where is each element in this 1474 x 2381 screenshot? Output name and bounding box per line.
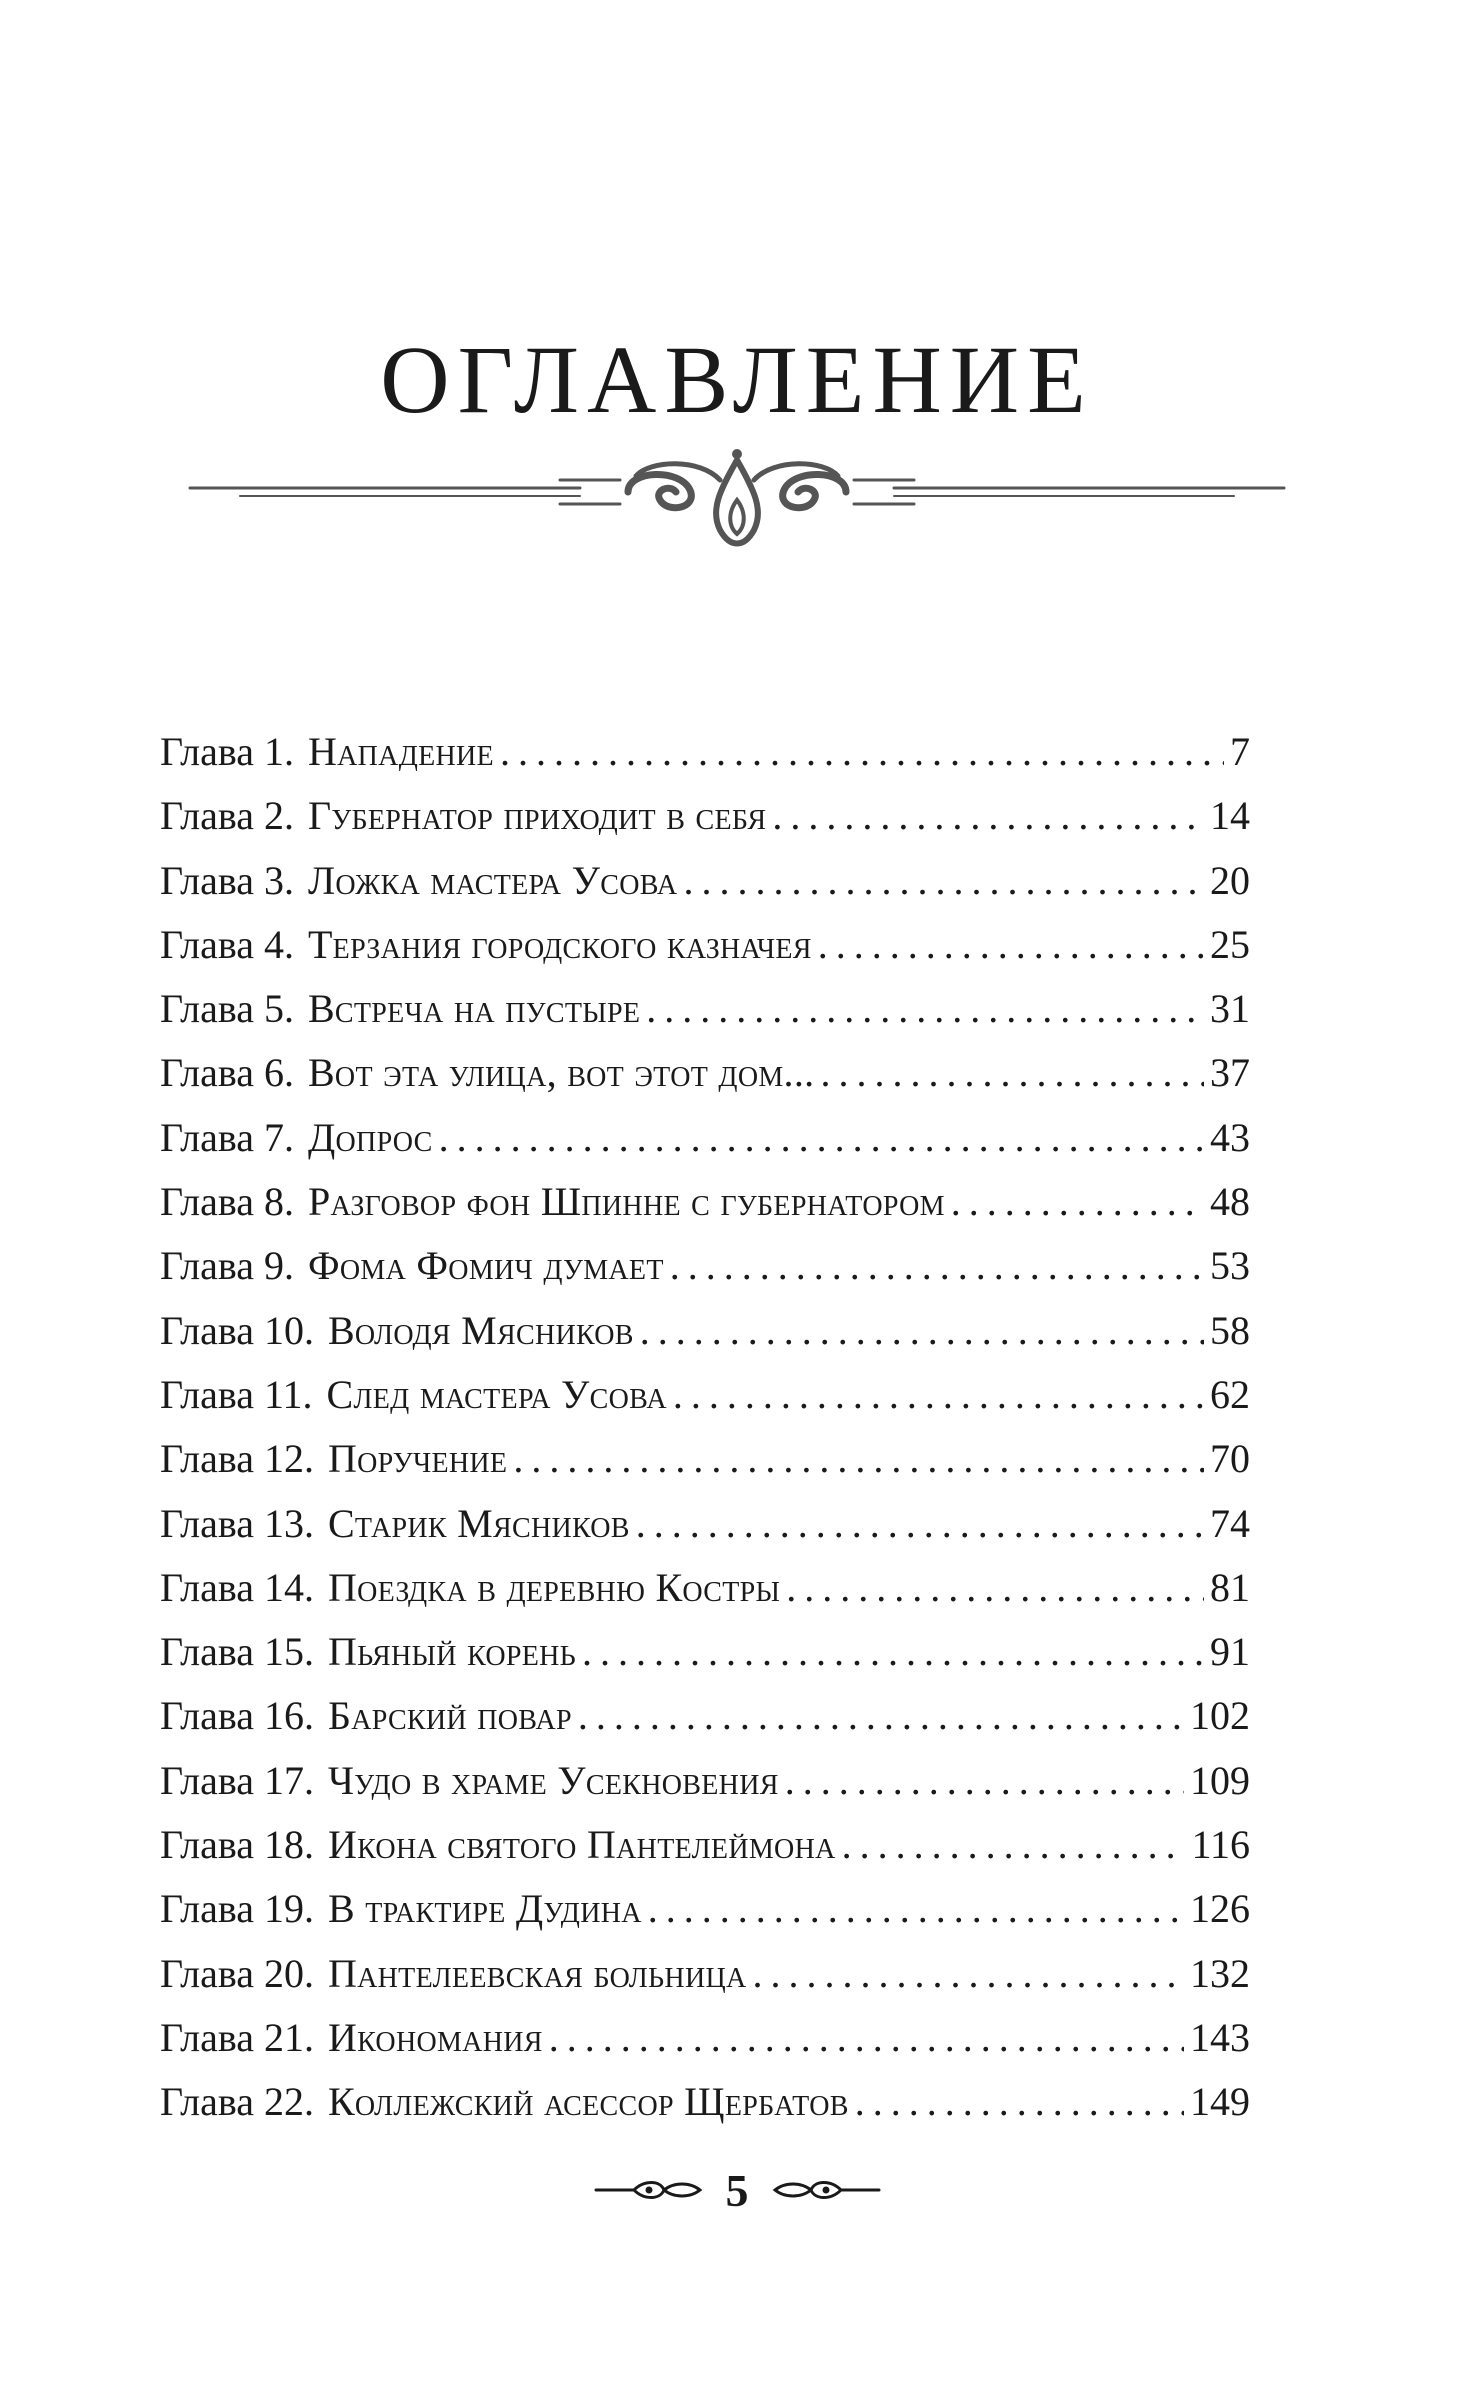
page-number: 5 <box>725 2164 749 2216</box>
toc-entry <box>160 913 1250 977</box>
toc-chapter-number: Глава 15. <box>160 1629 314 1675</box>
toc-page-number: 81 <box>1210 1564 1250 1610</box>
toc-page-number: 70 <box>1210 1436 1250 1482</box>
toc-dot-leader <box>670 1234 1204 1298</box>
toc-chapter-title: Пантелеевская больница <box>327 1950 747 1996</box>
toc-page-number: 31 <box>1210 986 1250 1032</box>
toc-entry <box>160 784 1250 848</box>
toc-page-number: 58 <box>1210 1307 1250 1353</box>
toc-chapter-number: Глава 9. <box>160 1243 294 1289</box>
toc-dot-leader <box>818 913 1204 977</box>
toc-entry <box>160 1106 1250 1170</box>
toc-page-number: 48 <box>1210 1179 1250 1225</box>
toc-chapter-title: Фома Фомич думает <box>307 1243 664 1289</box>
toc-chapter-number: Глава 2. <box>160 793 294 839</box>
toc-chapter-number: Глава 7. <box>160 1114 294 1160</box>
toc-chapter-title: Старик Мясников <box>327 1500 630 1546</box>
toc-chapter-number: Глава 12. <box>160 1436 314 1482</box>
flourish-left-icon <box>594 2178 704 2202</box>
toc-chapter-title: Нападение <box>307 729 494 774</box>
toc-entry <box>160 2070 1250 2134</box>
toc-page-number: 149 <box>1190 2079 1250 2125</box>
toc-entry <box>160 977 1250 1041</box>
toc-page-number: 91 <box>1210 1629 1250 1675</box>
toc-chapter-number: Глава 21. <box>160 2014 314 2060</box>
toc-dot-leader <box>439 1106 1204 1170</box>
table-of-contents <box>160 720 1250 2135</box>
toc-page-number: 62 <box>1210 1371 1250 1417</box>
toc-dot-leader <box>753 1942 1184 2006</box>
toc-entry <box>160 1299 1250 1363</box>
toc-dot-leader <box>578 1684 1184 1748</box>
toc-page-number: 37 <box>1210 1050 1250 1096</box>
toc-entry <box>160 1877 1250 1941</box>
toc-entry <box>160 1234 1250 1298</box>
toc-chapter-title: Икономания <box>327 2014 543 2060</box>
toc-entry <box>160 1942 1250 2006</box>
toc-dot-leader <box>500 720 1224 784</box>
toc-entry <box>160 849 1250 913</box>
toc-entry <box>160 1684 1250 1748</box>
toc-dot-leader <box>582 1620 1204 1684</box>
toc-chapter-number: Глава 17. <box>160 1757 314 1803</box>
toc-dot-leader <box>786 1556 1204 1620</box>
toc-page-number: 25 <box>1210 921 1250 967</box>
toc-entry <box>160 1556 1250 1620</box>
toc-page-number: 102 <box>1190 1693 1250 1739</box>
toc-dot-leader <box>673 1363 1204 1427</box>
toc-page-number: 74 <box>1210 1500 1250 1546</box>
toc-chapter-number: Глава 6. <box>160 1050 294 1096</box>
toc-entry <box>160 1749 1250 1813</box>
toc-chapter-title: Допрос <box>307 1114 433 1160</box>
toc-page-number: 143 <box>1190 2014 1250 2060</box>
toc-entry <box>160 1170 1250 1234</box>
toc-chapter-title: Вот эта улица, вот этот дом... <box>307 1050 815 1096</box>
scroll-flourish-icon <box>180 440 1294 560</box>
toc-dot-leader <box>772 784 1204 848</box>
toc-entry <box>160 720 1250 784</box>
toc-entry <box>160 1813 1250 1877</box>
toc-chapter-title: Икона святого Пантелеймона <box>327 1822 836 1868</box>
toc-dot-leader <box>646 977 1204 1041</box>
toc-dot-leader <box>855 2070 1184 2134</box>
toc-chapter-number: Глава 11. <box>160 1371 313 1417</box>
toc-dot-leader <box>842 1813 1186 1877</box>
toc-chapter-number: Глава 16. <box>160 1693 314 1739</box>
page-footer <box>0 2160 1474 2220</box>
toc-entry <box>160 1620 1250 1684</box>
toc-chapter-title: След мастера Усова <box>326 1371 667 1417</box>
toc-chapter-title: Коллежский асессор Щербатов <box>327 2079 849 2125</box>
toc-dot-leader <box>636 1492 1204 1556</box>
toc-chapter-title: Поручение <box>327 1436 508 1482</box>
toc-chapter-number: Глава 8. <box>160 1179 294 1225</box>
toc-chapter-number: Глава 4. <box>160 921 294 967</box>
toc-entry <box>160 1492 1250 1556</box>
toc-dot-leader <box>820 1041 1204 1105</box>
toc-page-number: 109 <box>1190 1757 1250 1803</box>
toc-dot-leader <box>785 1749 1184 1813</box>
toc-chapter-title: Поездка в деревню Костры <box>327 1564 781 1610</box>
toc-page-number: 14 <box>1210 793 1250 839</box>
toc-chapter-number: Глава 14. <box>160 1564 314 1610</box>
toc-chapter-number: Глава 13. <box>160 1500 314 1546</box>
toc-chapter-number: Глава 18. <box>160 1822 314 1868</box>
toc-page-number: 132 <box>1190 1950 1250 1996</box>
toc-chapter-number: Глава 3. <box>160 857 294 903</box>
toc-page-number: 43 <box>1210 1114 1250 1160</box>
toc-chapter-title: Встреча на пустыре <box>307 986 641 1032</box>
toc-chapter-title: Ложка мастера Усова <box>307 857 678 903</box>
toc-dot-leader <box>513 1427 1204 1491</box>
toc-chapter-title: Чудо в храме Усекновения <box>327 1757 779 1803</box>
toc-chapter-title: Губернатор приходит в себя <box>307 793 767 839</box>
toc-page-number: 20 <box>1210 857 1250 903</box>
toc-chapter-number: Глава 1. <box>160 729 294 774</box>
toc-chapter-title: Пьяный корень <box>327 1629 577 1675</box>
toc-page-number: 53 <box>1210 1243 1250 1289</box>
toc-chapter-number: Глава 10. <box>160 1307 314 1353</box>
page-title: ОГЛАВЛЕНИЕ <box>380 326 1094 434</box>
toc-chapter-title: Терзания городского казначея <box>307 921 812 967</box>
toc-entry <box>160 1363 1250 1427</box>
toc-entry <box>160 1041 1250 1105</box>
toc-chapter-number: Глава 22. <box>160 2079 314 2125</box>
toc-chapter-title: Володя Мясников <box>327 1307 634 1353</box>
toc-chapter-title: В трактире Дудина <box>327 1886 642 1932</box>
toc-page-number: 7 <box>1230 729 1250 774</box>
toc-chapter-number: Глава 20. <box>160 1950 314 1996</box>
toc-dot-leader <box>648 1877 1184 1941</box>
toc-entry <box>160 1427 1250 1491</box>
toc-page-number: 126 <box>1190 1886 1250 1932</box>
toc-page-number: 116 <box>1191 1822 1250 1868</box>
toc-entry <box>160 2006 1250 2070</box>
toc-dot-leader <box>640 1299 1204 1363</box>
toc-chapter-title: Барский повар <box>327 1693 572 1739</box>
toc-dot-leader <box>951 1170 1204 1234</box>
toc-chapter-number: Глава 19. <box>160 1886 314 1932</box>
toc-chapter-number: Глава 5. <box>160 986 294 1032</box>
toc-chapter-title: Разговор фон Шпинне с губернатором <box>307 1179 945 1225</box>
flourish-right-icon <box>771 2178 881 2202</box>
toc-dot-leader <box>549 2006 1184 2070</box>
toc-dot-leader <box>683 849 1204 913</box>
